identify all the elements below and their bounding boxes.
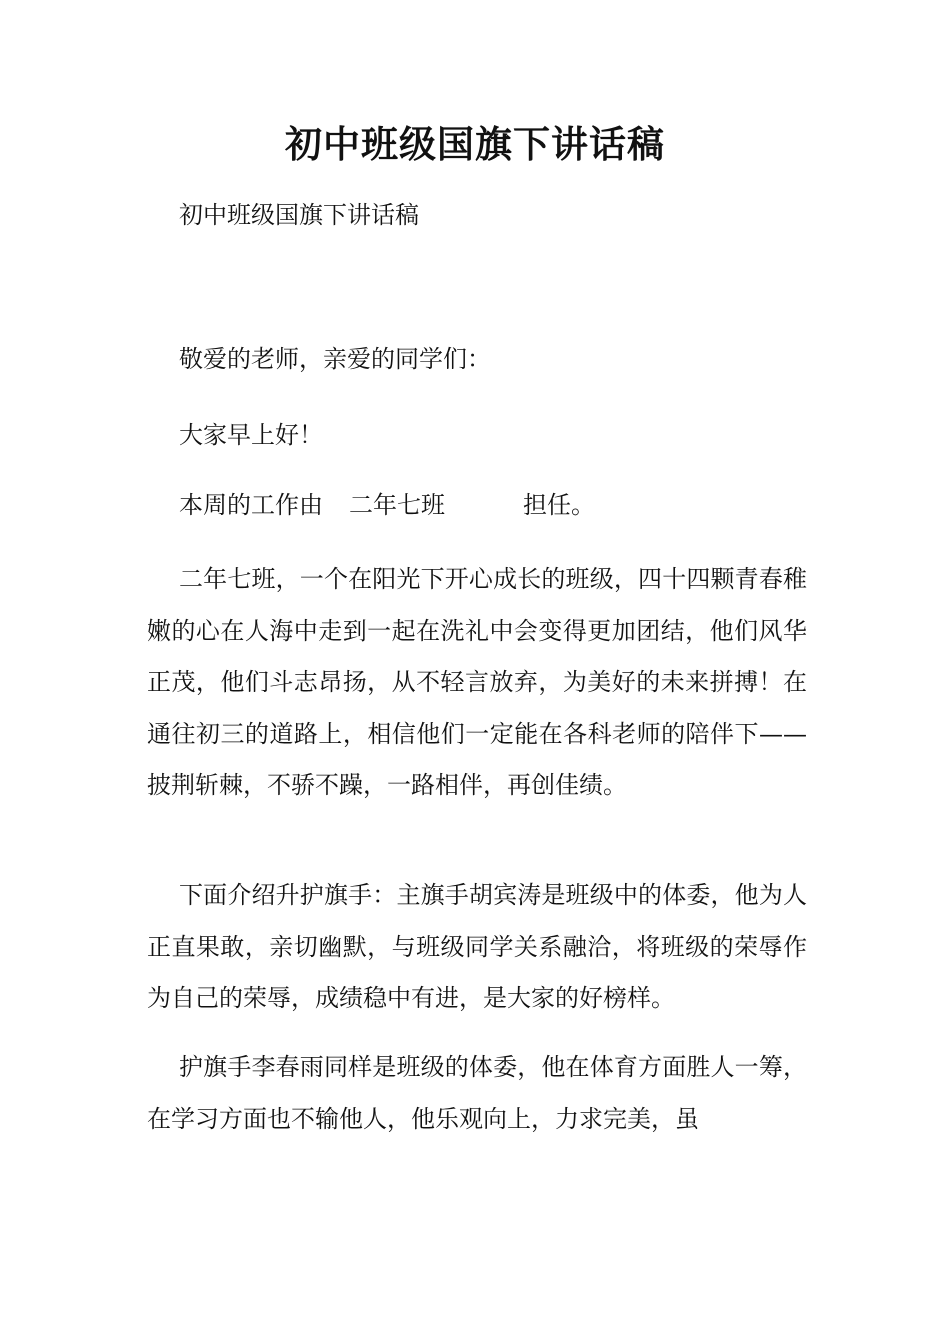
duty-line: [147, 480, 807, 532]
duty-class-name: 二年七班: [349, 491, 445, 519]
document-title: 初中班级国旗下讲话稿: [285, 122, 665, 166]
greeting-line: 敬爱的老师，亲爱的同学们：: [179, 345, 491, 373]
flag-bearer-paragraph: 下面介绍升护旗手：主旗手胡宾涛是班级中的体委，他为人正直果敢，亲切幽默，与班级同学关系融洽，将班级的荣辱作为自己的荣辱，成绩稳中有进，是大家的好榜样。: [147, 881, 807, 1012]
duty-suffix: 担任。: [523, 491, 595, 519]
morning-greeting: 大家早上好！: [179, 421, 323, 449]
flag-guard-paragraph: 护旗手李春雨同样是班级的体委，他在体育方面胜人一筹，在学习方面也不输他人，他乐观向上，力求完美，虽: [147, 1053, 807, 1133]
class-introduction-paragraph: 二年七班，一个在阳光下开心成长的班级，四十四颗青春稚嫩的心在人海中走到一起在洗礼中会变得更加团结，他们风华正茂，他们斗志昂扬，从不轻言放弃，为美好的未来拼搏！在通往初三的道路上，相信他们一定能在各科老师的陪伴下——披荆斩棘，不骄不躁，一路相伴，再创佳绩。: [147, 565, 807, 799]
document-subtitle: 初中班级国旗下讲话稿: [179, 201, 419, 229]
duty-prefix: 本周的工作由: [179, 491, 323, 519]
